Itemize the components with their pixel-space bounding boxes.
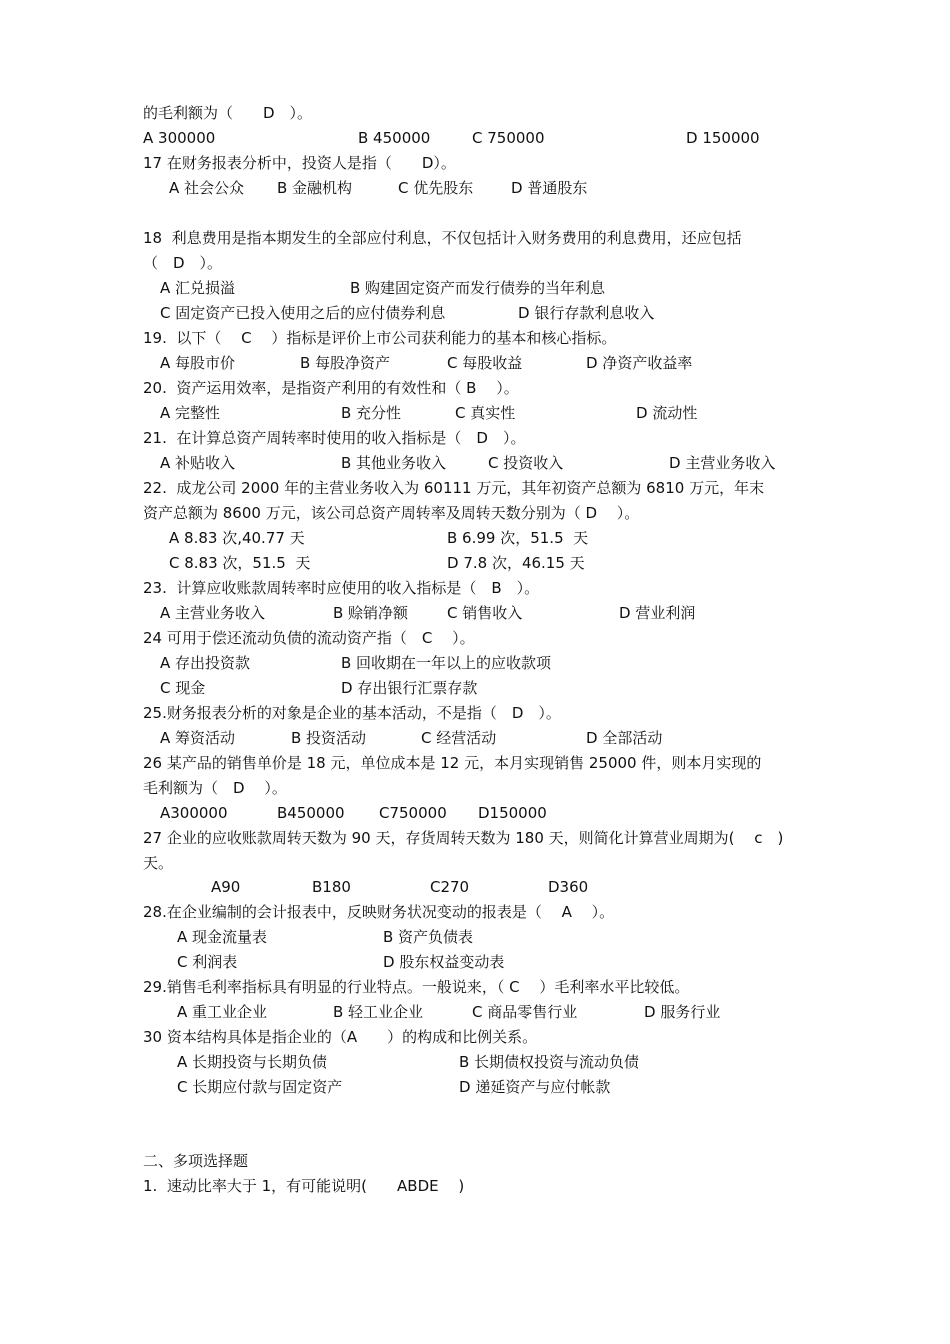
q26-option-d: D150000 <box>478 804 547 822</box>
q23-option-b: B 赊销净额 <box>333 604 409 622</box>
q25-option-c: C 经营活动 <box>421 729 497 747</box>
q26-stem-line1: 26 某产品的销售单价是 18 元，单位成本是 12 元，本月实现销售 25000 件，则本月实现的 <box>143 754 762 772</box>
q28-option-d: D 股东权益变动表 <box>383 953 505 971</box>
q18-option-a: A 汇兑损溢 <box>160 279 236 297</box>
q25-option-d: D 全部活动 <box>586 729 663 747</box>
q25-option-a: A 筹资活动 <box>160 729 236 747</box>
q22-stem-line2: 资产总额为 8600 万元，该公司总资产周转率及周转天数分别为（ D ）。 <box>143 504 640 522</box>
q19-option-a: A 每股市价 <box>160 354 236 372</box>
q27-option-a: A90 <box>211 878 241 896</box>
q19-option-d: D 净资产收益率 <box>586 354 693 372</box>
q23-option-a: A 主营业务收入 <box>160 604 266 622</box>
q28-stem: 28.在企业编制的会计报表中，反映财务状况变动的报表是（ A ）。 <box>143 903 615 921</box>
q21-option-b: B 其他业务收入 <box>341 454 447 472</box>
q27-option-c: C270 <box>430 878 470 896</box>
q30-option-d: D 递延资产与应付帐款 <box>459 1078 611 1096</box>
q27-option-b: B180 <box>312 878 351 896</box>
q28-option-c: C 利润表 <box>177 953 238 971</box>
q26-option-c: C750000 <box>379 804 447 822</box>
q20-option-b: B 充分性 <box>341 404 402 422</box>
q24-option-a: A 存出投资款 <box>160 654 251 672</box>
q23-option-c: C 销售收入 <box>447 604 523 622</box>
q21-option-d: D 主营业务收入 <box>669 454 776 472</box>
q17-stem: 17 在财务报表分析中，投资人是指（ D）。 <box>143 154 456 172</box>
q20-option-a: A 完整性 <box>160 404 221 422</box>
q29-stem: 29.销售毛利率指标具有明显的行业特点。一般说来，（ C ）毛利率水平比较低。 <box>143 978 690 996</box>
q30-option-b: B 长期债权投资与流动负债 <box>459 1053 640 1071</box>
q29-option-d: D 服务行业 <box>644 1003 721 1021</box>
q17-option-d: D 普通股东 <box>511 179 588 197</box>
q30-stem: 30 资本结构具体是指企业的（A ）的构成和比例关系。 <box>143 1028 538 1046</box>
q16-tail: 的毛利额为（ D ）。 <box>143 104 313 122</box>
q18-option-c: C 固定资产已投入使用之后的应付债券利息 <box>160 304 446 322</box>
q21-stem: 21. 在计算总资产周转率时使用的收入指标是（ D ）。 <box>143 429 526 447</box>
q26-option-b: B450000 <box>277 804 345 822</box>
q21-option-c: C 投资收入 <box>488 454 564 472</box>
q23-option-d: D 营业利润 <box>619 604 696 622</box>
q16-option-b: B 450000 <box>358 129 431 147</box>
q24-option-b: B 回收期在一年以上的应收款项 <box>341 654 552 672</box>
q22-option-a: A 8.83 次,40.77 天 <box>169 529 305 547</box>
q26-stem-line2: 毛利额为（ D ）。 <box>143 779 287 797</box>
q21-option-a: A 补贴收入 <box>160 454 236 472</box>
q16-option-d: D 150000 <box>686 129 760 147</box>
q20-option-c: C 真实性 <box>455 404 516 422</box>
q29-option-b: B 轻工业企业 <box>333 1003 424 1021</box>
q24-option-d: D 存出银行汇票存款 <box>341 679 478 697</box>
q22-option-b: B 6.99 次，51.5 天 <box>447 529 589 547</box>
q22-option-d: D 7.8 次，46.15 天 <box>447 554 585 572</box>
q30-option-c: C 长期应付款与固定资产 <box>177 1078 343 1096</box>
q20-option-d: D 流动性 <box>636 404 698 422</box>
section-heading-multiple-choice: 二、多项选择题 <box>143 1152 249 1170</box>
q17-option-c: C 优先股东 <box>398 179 474 197</box>
q20-stem: 20. 资产运用效率，是指资产利用的有效性和（ B ）。 <box>143 379 519 397</box>
q24-stem: 24 可用于偿还流动负债的流动资产指（ C ）。 <box>143 629 475 647</box>
q18-stem-line2: （ D ）。 <box>143 254 223 272</box>
q30-option-a: A 长期投资与长期负债 <box>177 1053 328 1071</box>
q27-stem-line2: 天。 <box>143 854 174 872</box>
q29-option-a: A 重工业企业 <box>177 1003 268 1021</box>
q29-option-c: C 商品零售行业 <box>472 1003 578 1021</box>
q18-option-d: D 银行存款利息收入 <box>518 304 655 322</box>
q16-option-c: C 750000 <box>472 129 545 147</box>
q26-option-a: A300000 <box>160 804 228 822</box>
q24-option-c: C 现金 <box>160 679 206 697</box>
q25-stem: 25.财务报表分析的对象是企业的基本活动，不是指（ D ）。 <box>143 704 561 722</box>
q28-option-a: A 现金流量表 <box>177 928 268 946</box>
mq1-stem: 1. 速动比率大于 1，有可能说明( ABDE ) <box>143 1177 465 1195</box>
q19-option-b: B 每股净资产 <box>300 354 391 372</box>
q17-option-b: B 金融机构 <box>277 179 353 197</box>
q23-stem: 23. 计算应收账款周转率时应使用的收入指标是（ B ）。 <box>143 579 540 597</box>
q27-option-d: D360 <box>548 878 589 896</box>
q19-stem: 19. 以下（ C ）指标是评价上市公司获利能力的基本和核心指标。 <box>143 329 617 347</box>
q22-stem-line1: 22. 成龙公司 2000 年的主营业务收入为 60111 万元，其年初资产总额为 6810 万元，年末 <box>143 479 765 497</box>
q16-option-a: A 300000 <box>143 129 216 147</box>
q17-option-a: A 社会公众 <box>169 179 245 197</box>
q28-option-b: B 资产负债表 <box>383 928 474 946</box>
q19-option-c: C 每股收益 <box>447 354 523 372</box>
q18-option-b: B 购建固定资产而发行债券的当年利息 <box>350 279 606 297</box>
q25-option-b: B 投资活动 <box>291 729 367 747</box>
q22-option-c: C 8.83 次，51.5 天 <box>169 554 311 572</box>
q18-stem-line1: 18 利息费用是指本期发生的全部应付利息，不仅包括计入财务费用的利息费用，还应包括 <box>143 229 742 247</box>
q27-stem-line1: 27 企业的应收账款周转天数为 90 天，存货周转天数为 180 天，则简化计算营业周期为( c ) <box>143 829 784 847</box>
